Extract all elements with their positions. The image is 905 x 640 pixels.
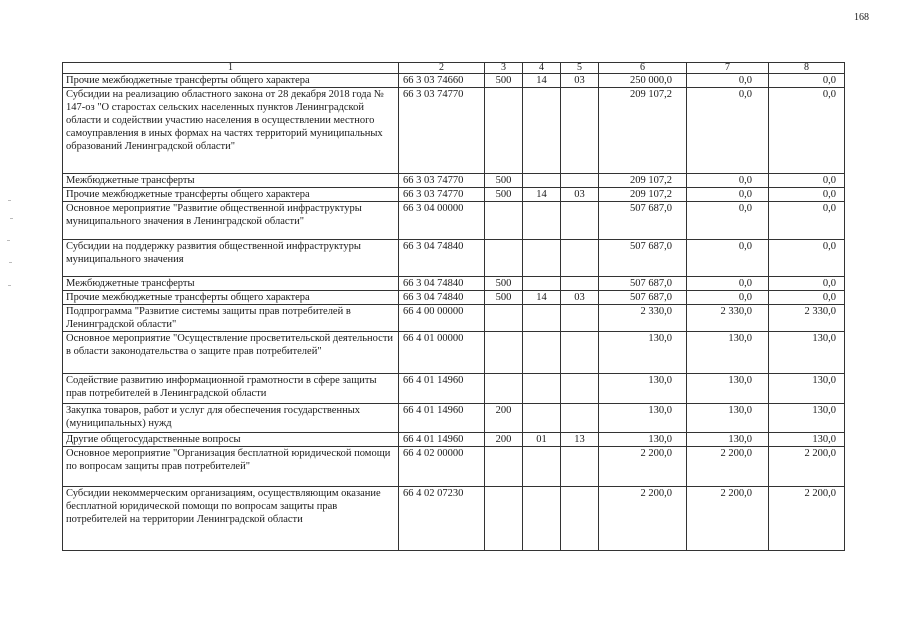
table-row <box>63 277 845 291</box>
cell-col4 <box>523 174 561 188</box>
cell-name: Субсидии на поддержку развития общественной инфраструктуры муниципального значения <box>63 240 399 277</box>
cell-col4 <box>523 404 561 433</box>
scan-edge-marks <box>6 200 16 320</box>
cell-col8: 130,0 <box>769 332 845 374</box>
cell-col6: 507 687,0 <box>599 240 687 277</box>
cell-code: 66 3 04 74840 <box>399 240 485 277</box>
header-cell: 1 <box>63 63 399 74</box>
cell-col3: 500 <box>485 277 523 291</box>
cell-col8: 0,0 <box>769 188 845 202</box>
page-number: 168 <box>854 12 869 23</box>
cell-col4 <box>523 240 561 277</box>
cell-code: 66 3 04 74840 <box>399 277 485 291</box>
cell-col8: 0,0 <box>769 277 845 291</box>
cell-col6: 209 107,2 <box>599 188 687 202</box>
cell-col5 <box>561 332 599 374</box>
cell-col6: 507 687,0 <box>599 291 687 305</box>
cell-name: Прочие межбюджетные трансферты общего характера <box>63 188 399 202</box>
cell-col8: 2 200,0 <box>769 487 845 551</box>
cell-code: 66 3 03 74770 <box>399 188 485 202</box>
cell-col5 <box>561 174 599 188</box>
cell-col7: 130,0 <box>687 374 769 404</box>
table-row <box>63 291 845 305</box>
cell-col5 <box>561 374 599 404</box>
cell-col5 <box>561 487 599 551</box>
header-cell: 8 <box>769 63 845 74</box>
table-row <box>63 374 845 404</box>
cell-code: 66 3 03 74770 <box>399 88 485 174</box>
cell-name: Подпрограмма "Развитие системы защиты прав потребителей в Ленинградской области" <box>63 305 399 332</box>
cell-col3 <box>485 447 523 487</box>
cell-col5: 03 <box>561 291 599 305</box>
cell-name: Межбюджетные трансферты <box>63 277 399 291</box>
cell-col3 <box>485 487 523 551</box>
table-row <box>63 447 845 487</box>
cell-name: Основное мероприятие "Развитие общественной инфраструктуры муниципального значения в Ленинградской области" <box>63 202 399 240</box>
cell-col7: 0,0 <box>687 240 769 277</box>
cell-col3 <box>485 202 523 240</box>
cell-code: 66 4 01 14960 <box>399 433 485 447</box>
cell-code: 66 3 04 00000 <box>399 202 485 240</box>
cell-col8: 0,0 <box>769 240 845 277</box>
cell-col5: 03 <box>561 188 599 202</box>
cell-col4: 14 <box>523 74 561 88</box>
header-cell: 3 <box>485 63 523 74</box>
cell-col8: 2 200,0 <box>769 447 845 487</box>
cell-col8: 0,0 <box>769 174 845 188</box>
cell-col8: 0,0 <box>769 202 845 240</box>
cell-code: 66 3 03 74770 <box>399 174 485 188</box>
table-row <box>63 188 845 202</box>
cell-name: Прочие межбюджетные трансферты общего характера <box>63 74 399 88</box>
cell-col6: 209 107,2 <box>599 174 687 188</box>
cell-col3: 200 <box>485 404 523 433</box>
cell-col7: 130,0 <box>687 332 769 374</box>
cell-col7: 130,0 <box>687 404 769 433</box>
cell-col8: 2 330,0 <box>769 305 845 332</box>
header-row <box>63 63 845 74</box>
cell-col7: 2 330,0 <box>687 305 769 332</box>
cell-name: Межбюджетные трансферты <box>63 174 399 188</box>
cell-col7: 2 200,0 <box>687 447 769 487</box>
cell-col4 <box>523 447 561 487</box>
cell-code: 66 4 02 00000 <box>399 447 485 487</box>
cell-col6: 2 200,0 <box>599 487 687 551</box>
cell-col8: 130,0 <box>769 374 845 404</box>
cell-col5 <box>561 88 599 174</box>
cell-col5 <box>561 404 599 433</box>
cell-col7: 0,0 <box>687 74 769 88</box>
cell-col4: 14 <box>523 188 561 202</box>
cell-col7: 0,0 <box>687 88 769 174</box>
cell-col3: 500 <box>485 291 523 305</box>
table-row <box>63 433 845 447</box>
cell-col7: 130,0 <box>687 433 769 447</box>
cell-col6: 507 687,0 <box>599 202 687 240</box>
cell-col3: 500 <box>485 74 523 88</box>
cell-col6: 250 000,0 <box>599 74 687 88</box>
cell-name: Основное мероприятие "Осуществление просветительской деятельности в области законодательства о защите прав потребителей" <box>63 332 399 374</box>
cell-code: 66 3 03 74660 <box>399 74 485 88</box>
table-row <box>63 305 845 332</box>
cell-name: Основное мероприятие "Организация бесплатной юридической помощи по вопросам защиты прав потребителей" <box>63 447 399 487</box>
cell-col6: 130,0 <box>599 332 687 374</box>
cell-col7: 0,0 <box>687 174 769 188</box>
cell-col3: 500 <box>485 174 523 188</box>
cell-code: 66 4 01 14960 <box>399 404 485 433</box>
cell-col4 <box>523 374 561 404</box>
cell-name: Прочие межбюджетные трансферты общего характера <box>63 291 399 305</box>
cell-col4 <box>523 277 561 291</box>
cell-col7: 0,0 <box>687 202 769 240</box>
table-row <box>63 202 845 240</box>
cell-col7: 0,0 <box>687 188 769 202</box>
cell-col8: 130,0 <box>769 404 845 433</box>
cell-col4: 14 <box>523 291 561 305</box>
cell-col8: 0,0 <box>769 88 845 174</box>
cell-col6: 507 687,0 <box>599 277 687 291</box>
cell-col4 <box>523 332 561 374</box>
cell-col3 <box>485 332 523 374</box>
cell-col5 <box>561 305 599 332</box>
cell-col6: 130,0 <box>599 433 687 447</box>
cell-code: 66 4 01 00000 <box>399 332 485 374</box>
cell-col4 <box>523 202 561 240</box>
cell-col8: 130,0 <box>769 433 845 447</box>
cell-col3 <box>485 240 523 277</box>
header-cell: 7 <box>687 63 769 74</box>
table-row <box>63 404 845 433</box>
cell-code: 66 4 01 14960 <box>399 374 485 404</box>
cell-col3 <box>485 305 523 332</box>
cell-col7: 0,0 <box>687 277 769 291</box>
cell-col4 <box>523 88 561 174</box>
cell-col4 <box>523 487 561 551</box>
cell-col7: 2 200,0 <box>687 487 769 551</box>
cell-col6: 2 330,0 <box>599 305 687 332</box>
cell-col3: 500 <box>485 188 523 202</box>
cell-col3: 200 <box>485 433 523 447</box>
cell-col5: 03 <box>561 74 599 88</box>
cell-col6: 209 107,2 <box>599 88 687 174</box>
cell-col5 <box>561 447 599 487</box>
header-cell: 6 <box>599 63 687 74</box>
cell-name: Субсидии на реализацию областного закона от 28 декабря 2018 года № 147-оз "О старостах сельских населенных пунктов Ленинградской области и содействии участию населения в осуществлении местного самоуправления в иных формах на частях территорий муниципальных образований Ленинградской области" <box>63 88 399 174</box>
cell-code: 66 4 02 07230 <box>399 487 485 551</box>
cell-code: 66 3 04 74840 <box>399 291 485 305</box>
cell-col5: 13 <box>561 433 599 447</box>
cell-name: Содействие развитию информационной грамотности в сфере защиты прав потребителей в Ленинградской области <box>63 374 399 404</box>
budget-table <box>62 62 845 551</box>
cell-name: Другие общегосударственные вопросы <box>63 433 399 447</box>
cell-col5 <box>561 240 599 277</box>
table-row <box>63 74 845 88</box>
table-row <box>63 487 845 551</box>
cell-col8: 0,0 <box>769 74 845 88</box>
cell-col3 <box>485 88 523 174</box>
cell-col6: 2 200,0 <box>599 447 687 487</box>
table-row <box>63 88 845 174</box>
table-row <box>63 240 845 277</box>
cell-col6: 130,0 <box>599 404 687 433</box>
header-cell: 4 <box>523 63 561 74</box>
cell-col8: 0,0 <box>769 291 845 305</box>
table-row <box>63 332 845 374</box>
cell-col5 <box>561 277 599 291</box>
cell-col4 <box>523 305 561 332</box>
cell-col7: 0,0 <box>687 291 769 305</box>
table-row <box>63 174 845 188</box>
cell-col5 <box>561 202 599 240</box>
cell-name: Закупка товаров, работ и услуг для обеспечения государственных (муниципальных) нужд <box>63 404 399 433</box>
cell-code: 66 4 00 00000 <box>399 305 485 332</box>
cell-col4: 01 <box>523 433 561 447</box>
header-cell: 2 <box>399 63 485 74</box>
cell-col6: 130,0 <box>599 374 687 404</box>
header-cell: 5 <box>561 63 599 74</box>
cell-col3 <box>485 374 523 404</box>
cell-name: Субсидии некоммерческим организациям, осуществляющим оказание бесплатной юридической помощи по вопросам защиты прав потребителей на территории Ленинградской области <box>63 487 399 551</box>
